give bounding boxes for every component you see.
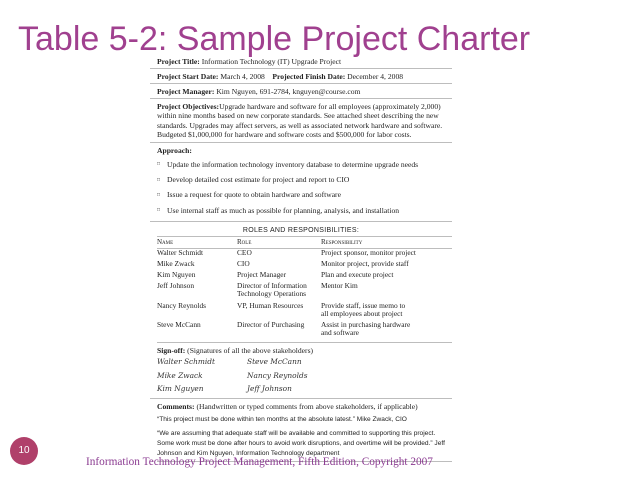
column-header: Responsibility	[321, 237, 452, 248]
role-title: Project Manager	[237, 270, 287, 280]
signature: Steve McCann	[247, 357, 302, 367]
role-name: Walter Schmidt	[157, 247, 203, 257]
square-bullet-icon: □	[157, 193, 161, 199]
list-item	[157, 172, 452, 187]
role-title: CIO	[237, 258, 250, 268]
role-name: Steve McCann	[157, 319, 201, 329]
objectives-label: Project Objectives:	[157, 102, 220, 112]
slide-footer: Information Technology Project Management, Fifth Edition, Copyright 2007	[86, 456, 433, 468]
project-manager-label: Project Manager:	[157, 87, 215, 97]
role-title: VP, Human Resources	[237, 300, 304, 310]
role-title: CEO	[237, 247, 252, 257]
square-bullet-icon: □	[157, 208, 161, 214]
project-title-value: Information Technology (IT) Upgrade Project	[201, 57, 342, 66]
table-row	[157, 282, 452, 301]
approach-item: Use internal staff as much as possible for planning, analysis, and installation	[167, 205, 400, 215]
comments-label: Comments:	[157, 401, 195, 411]
start-date-value: March 4, 2008	[220, 72, 265, 82]
table-row	[157, 260, 452, 271]
signature: Mike Zwack	[157, 370, 203, 380]
roles-table	[157, 237, 452, 340]
finish-date-value: December 4, 2008	[347, 72, 404, 82]
approach-list	[150, 155, 452, 222]
role-responsibility: Provide staff, issue memo to all employees about project	[321, 300, 406, 318]
list-item	[157, 187, 452, 202]
signature: Nancy Reynolds	[247, 370, 308, 380]
role-name: Jeff Johnson	[157, 281, 195, 291]
role-responsibility: Assist in purchasing hardware and software	[321, 319, 411, 337]
role-name: Mike Zwack	[157, 258, 195, 268]
table-row	[157, 321, 452, 340]
start-date-label: Project Start Date:	[157, 72, 219, 82]
approach-item: Issue a request for quote to obtain hardware and software	[167, 190, 341, 200]
objectives-section	[150, 99, 452, 142]
project-manager-row	[150, 84, 452, 99]
comment-1: “This project must be done within ten months at the absolute latest.” Mike Zwack, CIO	[157, 415, 407, 423]
role-responsibility: Plan and execute project	[321, 270, 394, 280]
slide-title: Table 5-2: Sample Project Charter	[18, 20, 531, 58]
signature: Jeff Johnson	[247, 384, 292, 394]
approach-label: Approach:	[157, 145, 192, 155]
role-name: Nancy Reynolds	[157, 300, 207, 310]
signature: Kim Nguyen	[157, 384, 204, 394]
signoff-row	[150, 343, 452, 355]
role-responsibility: Project sponsor, monitor project	[321, 247, 416, 257]
list-item	[157, 203, 452, 218]
column-header: Name	[157, 237, 237, 248]
signoff-label: Sign-off:	[157, 346, 186, 356]
role-title: Director of Purchasing	[237, 319, 305, 329]
square-bullet-icon: □	[157, 162, 161, 168]
dates-row	[150, 69, 452, 84]
approach-item: Develop detailed cost estimate for project and report to CIO	[167, 175, 350, 185]
role-title: Director of Information Technology Operations	[237, 281, 307, 299]
role-responsibility: Monitor project, provide staff	[321, 258, 409, 268]
square-bullet-icon: □	[157, 177, 161, 183]
page-number-badge: 10	[10, 437, 38, 465]
objectives-text: Upgrade hardware and software for all employees (approximately 2,000) within nine months based on new corporate standards. See attached sheet describing the new standards. Upgrades may affect servers, as well as associated network hardware and software. Budgeted $1,000,000 for hardware and software costs and $500,000 for labor costs.	[157, 102, 443, 139]
project-title-row	[150, 54, 452, 69]
project-charter	[150, 54, 452, 462]
approach-item: Update the information technology inventory database to determine upgrade needs	[167, 159, 419, 169]
project-title-label: Project Title:	[157, 57, 200, 66]
signoff-note: (Signatures of all the above stakeholders)	[187, 346, 314, 356]
comment-2: “We are assuming that adequate staff will be available and committed to supporting this project. Some work must be done after hours to avoid work disruptions, and overtime will be provided.” Jeff Johnson and Kim Nguyen, Information Technology department	[157, 429, 445, 457]
table-row	[157, 302, 452, 321]
signature: Walter Schmidt	[157, 357, 215, 367]
comments-row	[150, 398, 452, 411]
comments-note: (Handwritten or typed comments from above stakeholders, if applicable)	[196, 401, 418, 411]
role-responsibility: Mentor Kim	[321, 281, 358, 291]
project-manager-value: Kim Nguyen, 691-2784, knguyen@course.com	[216, 87, 361, 97]
list-item	[157, 157, 452, 172]
finish-date-label: Projected Finish Date:	[272, 72, 346, 82]
table-header-row	[157, 237, 452, 248]
column-header: Role	[237, 237, 321, 248]
roles-title: ROLES AND RESPONSIBILITIES:	[242, 227, 360, 235]
role-name: Kim Nguyen	[157, 270, 196, 280]
signatures	[150, 355, 452, 396]
